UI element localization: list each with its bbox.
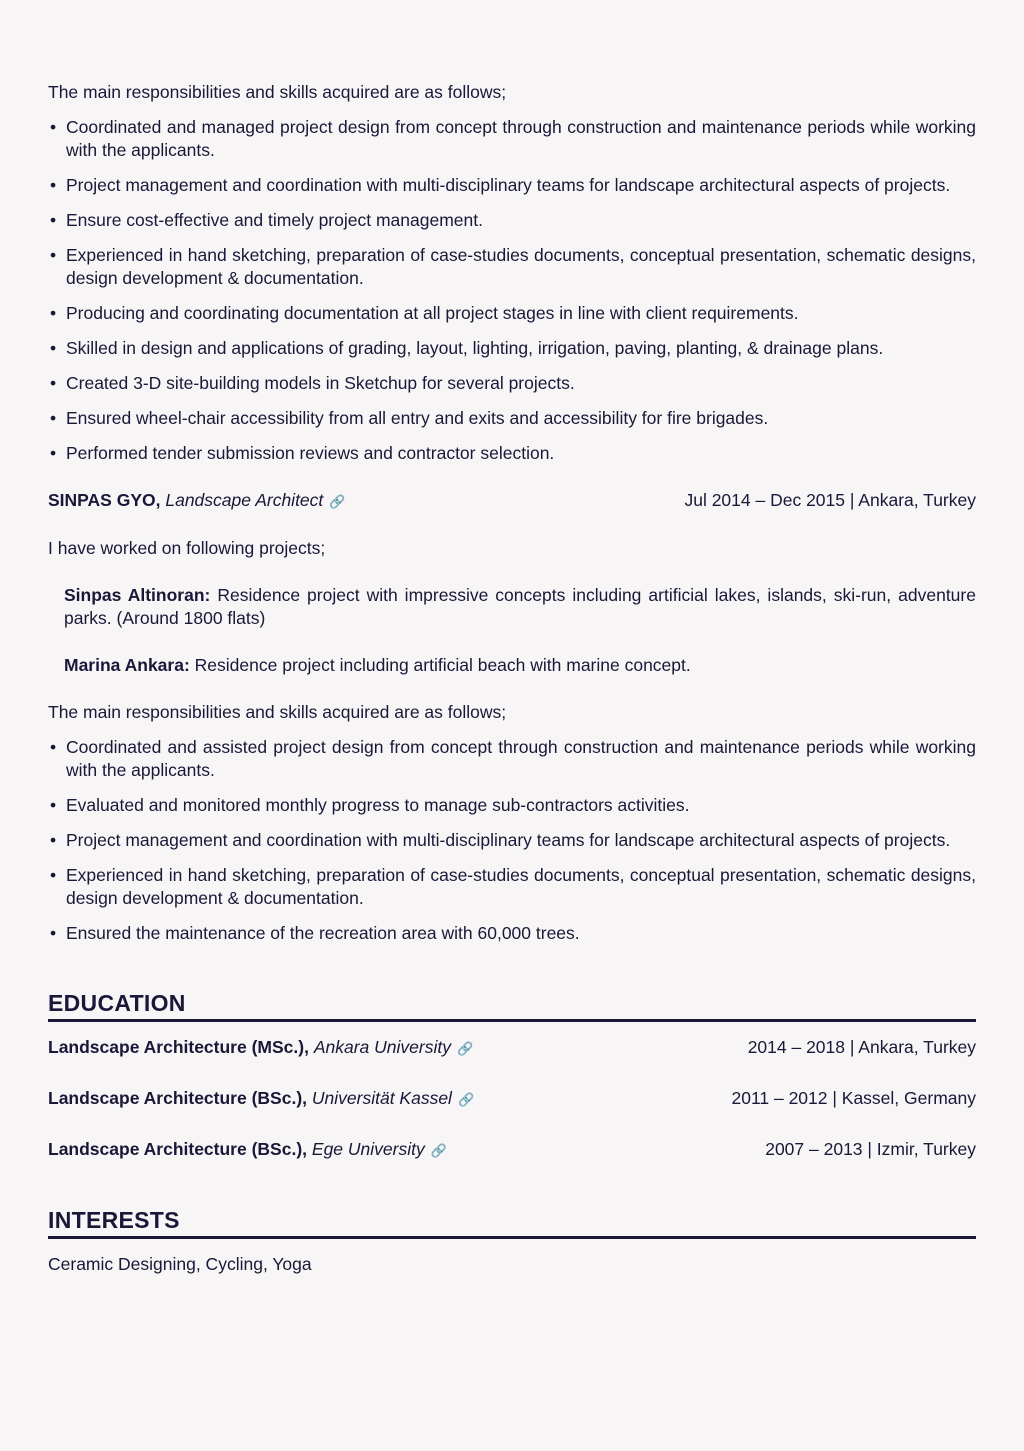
responsibilities-list [48, 736, 976, 945]
list-item: • Skilled in design and applications of grading, layout, lighting, irrigation, paving, planting, & drainage plans. [48, 337, 976, 360]
list-item: • Coordinated and assisted project design from concept through construction and maintenance periods while working with the applicants. [48, 736, 976, 782]
list-item: • Project management and coordination with multi-disciplinary teams for landscape architectural aspects of projects. [48, 829, 976, 852]
link-icon[interactable]: 🔗 [457, 1092, 475, 1107]
project-desc: Residence project with impressive concepts including artificial lakes, islands, ski-run, adventure parks. (Around 1800 flats) [64, 585, 976, 628]
degree: Landscape Architecture (MSc.), [48, 1037, 309, 1057]
interests-text: Ceramic Designing, Cycling, Yoga [48, 1254, 312, 1274]
education-item [48, 1087, 976, 1111]
job-header [48, 489, 976, 513]
education-meta: 2007 – 2013 | Izmir, Turkey [765, 1139, 976, 1159]
list-item: • Experienced in hand sketching, preparation of case-studies documents, conceptual presentation, schematic designs, design development & documentation. [48, 244, 976, 290]
projects-intro: I have worked on following projects; [48, 538, 326, 558]
responsibilities-intro: The main responsibilities and skills acquired are as follows; [48, 82, 507, 102]
education-meta: 2014 – 2018 | Ankara, Turkey [747, 1037, 976, 1057]
company-name: SINPAS GYO, [48, 490, 161, 510]
project-name: Marina Ankara: [64, 655, 190, 675]
education-item [48, 1138, 976, 1162]
list-item: • Project management and coordination with multi-disciplinary teams for landscape architectural aspects of projects. [48, 174, 976, 197]
education-meta: 2011 – 2012 | Kassel, Germany [731, 1088, 976, 1108]
job-dates-location: Jul 2014 – Dec 2015 | Ankara, Turkey [684, 490, 976, 510]
list-item: • Experienced in hand sketching, preparation of case-studies documents, conceptual presentation, schematic designs, design development & documentation. [48, 864, 976, 910]
link-icon[interactable]: 🔗 [430, 1143, 447, 1158]
responsibilities-intro: The main responsibilities and skills acquired are as follows; [48, 702, 507, 722]
education-heading: EDUCATION [48, 989, 976, 1022]
list-item: • Ensured wheel-chair accessibility from all entry and exits and accessibility for fire brigades. [48, 407, 976, 430]
degree: Landscape Architecture (BSc.), [48, 1139, 308, 1159]
school: Ege University [311, 1139, 425, 1159]
responsibilities-list [48, 116, 976, 465]
project-desc: Residence project including artificial beach with marine concept. [194, 655, 691, 675]
project-item [48, 584, 976, 630]
list-item: • Performed tender submission reviews and contractor selection. [48, 442, 976, 465]
list-item: • Producing and coordinating documentation at all project stages in line with client requirements. [48, 302, 976, 325]
list-item: • Evaluated and monitored monthly progress to manage sub-contractors activities. [48, 794, 976, 817]
job-role: Landscape Architect [165, 490, 324, 510]
list-item: • Coordinated and managed project design from concept through construction and maintenance periods while working with the applicants. [48, 116, 976, 162]
school: Universität Kassel [311, 1088, 452, 1108]
degree: Landscape Architecture (BSc.), [48, 1088, 308, 1108]
list-item: • Ensure cost-effective and timely project management. [48, 209, 976, 232]
interests-heading: INTERESTS [48, 1206, 976, 1239]
link-icon[interactable]: 🔗 [329, 494, 346, 509]
education-item [48, 1036, 976, 1060]
project-name: Sinpas Altinoran: [64, 585, 211, 605]
link-icon[interactable]: 🔗 [456, 1041, 474, 1056]
project-item [48, 654, 976, 677]
resume-page [48, 81, 976, 1276]
list-item: • Ensured the maintenance of the recreation area with 60,000 trees. [48, 922, 976, 945]
school: Ankara University [313, 1037, 451, 1057]
list-item: • Created 3-D site-building models in Sketchup for several projects. [48, 372, 976, 395]
